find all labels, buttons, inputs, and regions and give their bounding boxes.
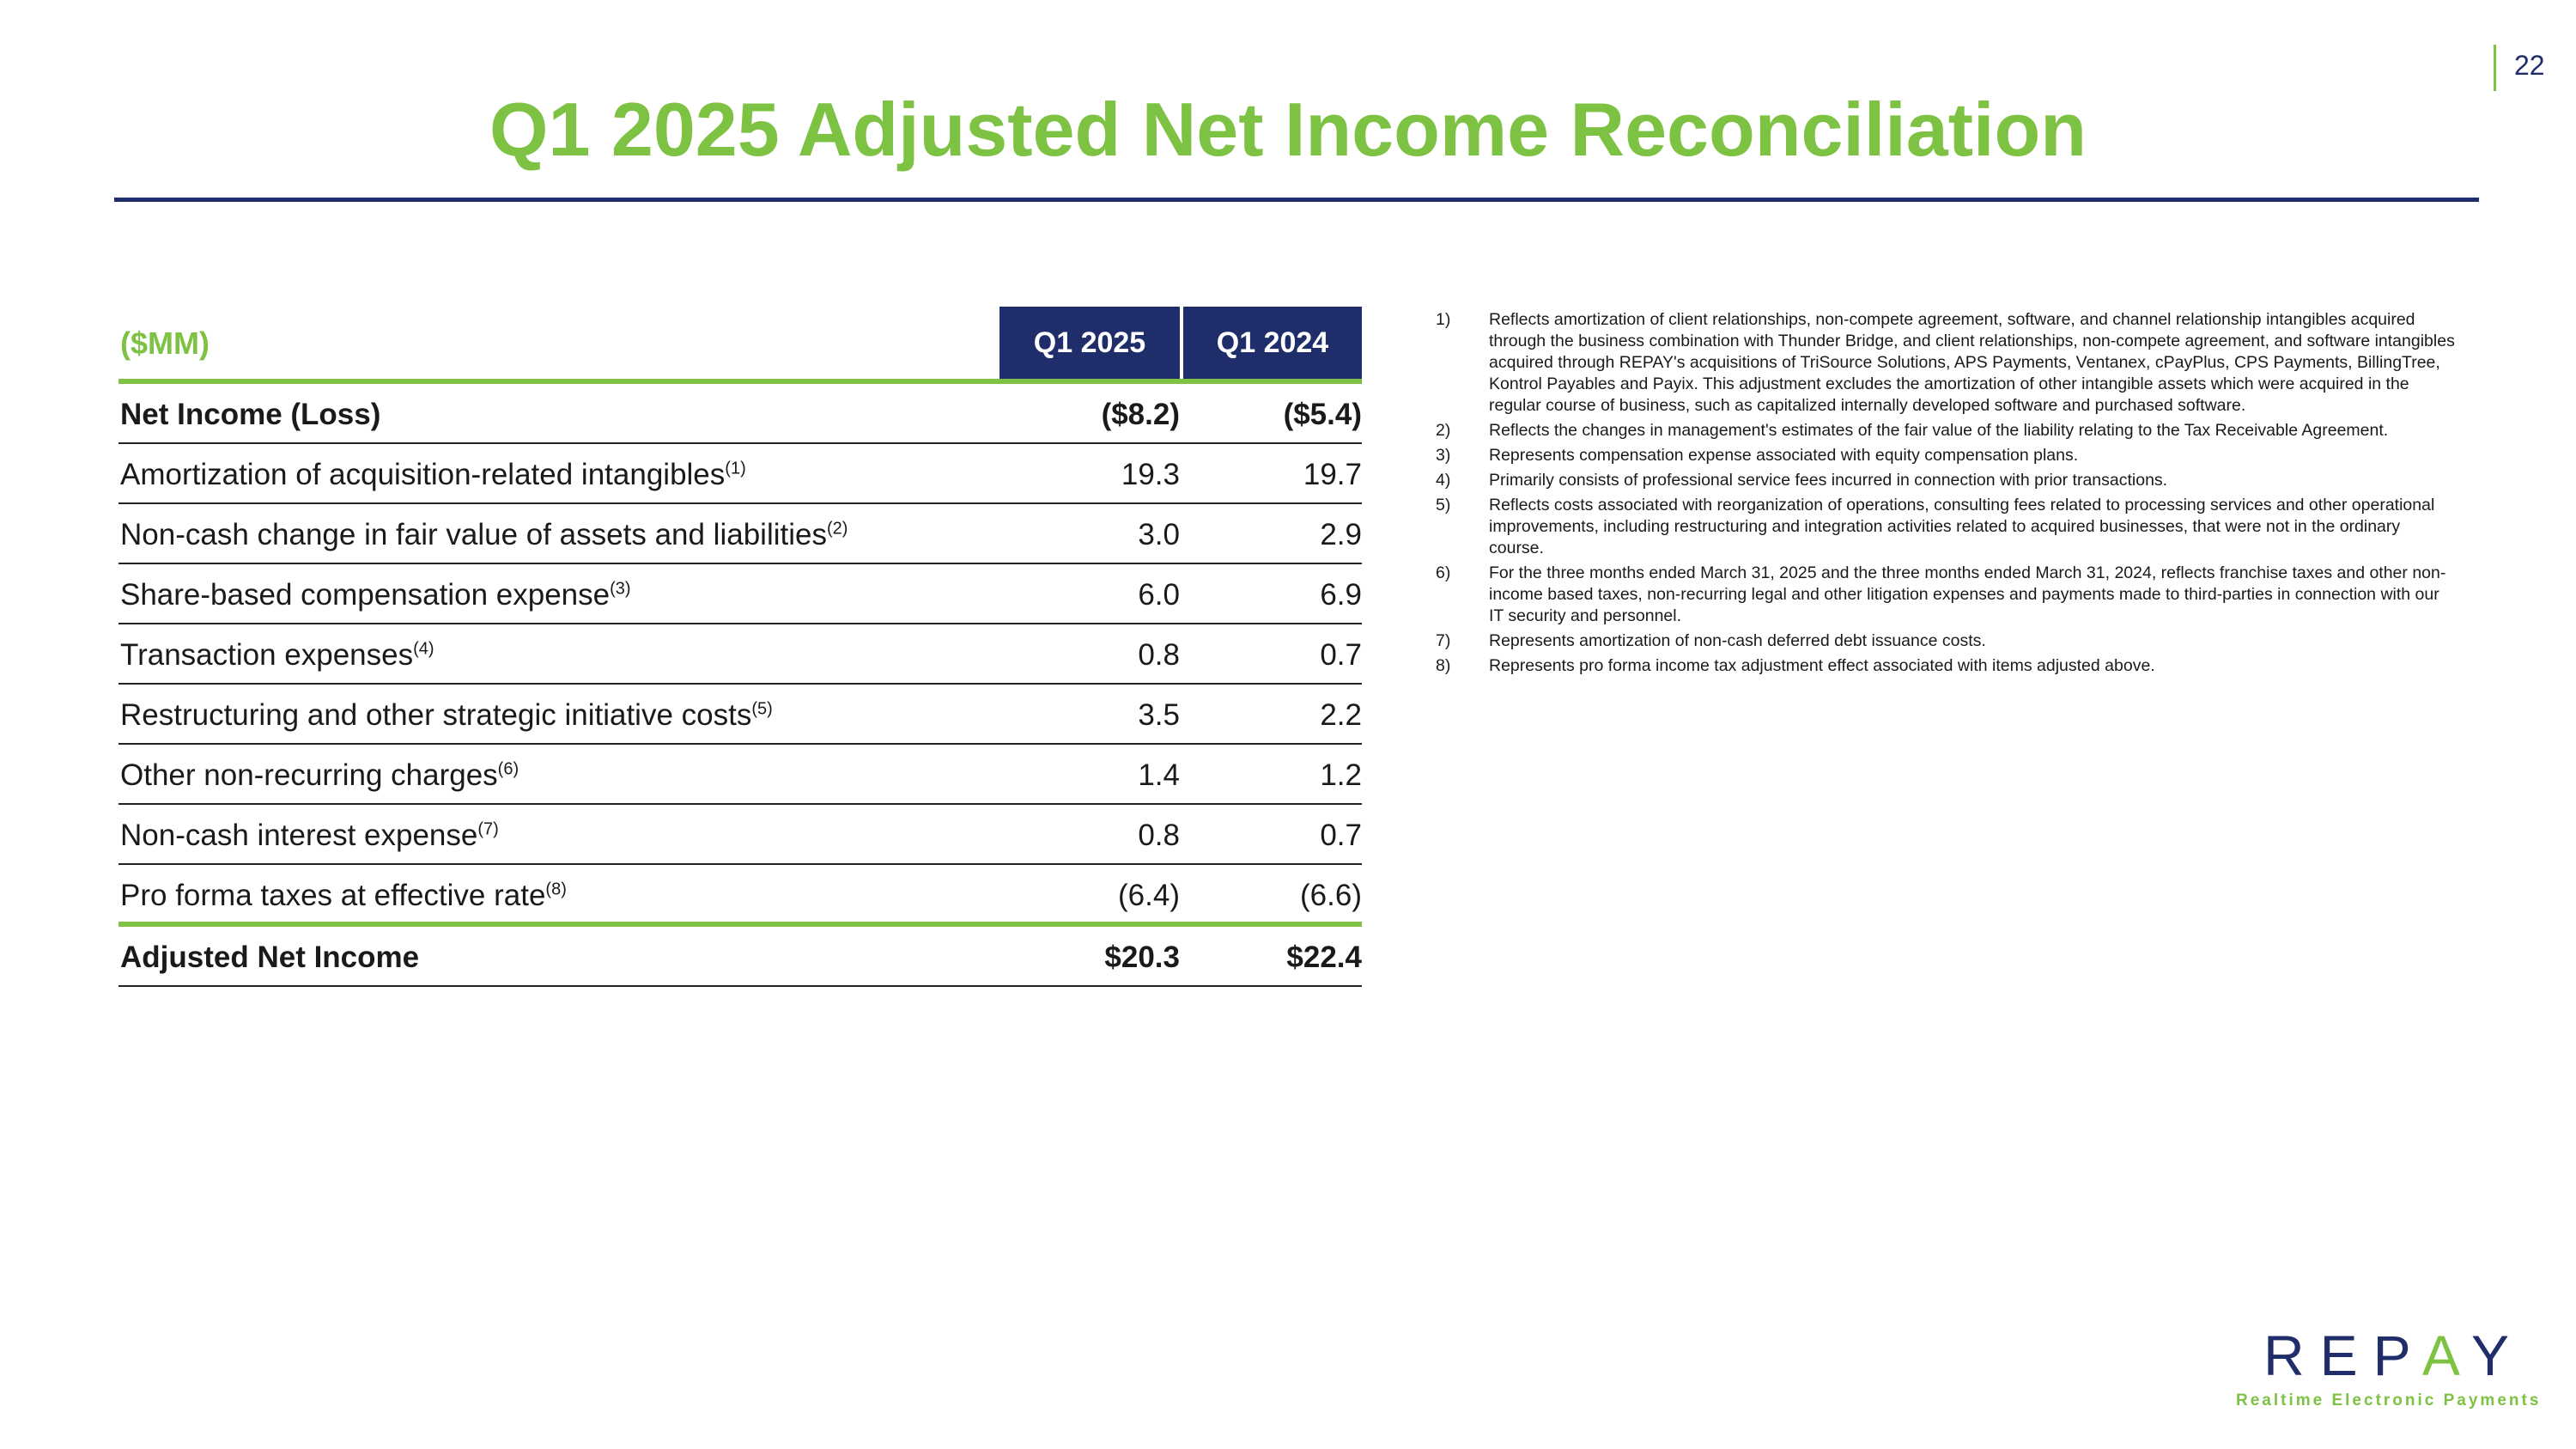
footnote-ref: (7) <box>477 819 499 839</box>
footnote: 4) Primarily consists of professional service fees incurred in connection with prior transactions. <box>1436 471 2168 490</box>
footnote: 3) Represents compensation expense associated with equity compensation plans. <box>1436 446 2079 465</box>
row-value-q1-2025: 19.3 <box>1121 458 1180 491</box>
footnote: 1) Reflects amortization of client relationships, non-compete agreement, software, and channel relationship intangibles acquired through the business combination with Thunder Bridge, and client relationships, non-compete agreement, and software intangibles acquired through REPAY's acquisitions of TriSource Solutions, APS Payments, Ventanex, cPayPlus, CPS Payments, BillingTree, Kontrol Payables and Payix. This adjustment excludes the amortization of other intangible assets which were acquired in the regular course of business, such as capitalized internally developed software and purchased software. <box>1436 310 2455 415</box>
footnote-ref: (2) <box>826 519 848 539</box>
footnote-ref: (8) <box>545 880 567 899</box>
table-row-total <box>118 927 1362 987</box>
row-value-q1-2024: 6.9 <box>1320 578 1362 612</box>
row-value-q1-2024: $22.4 <box>1286 941 1362 974</box>
footnote-ref: (4) <box>413 639 434 659</box>
footnotes <box>1436 309 2458 680</box>
footnote-ref: (3) <box>610 579 631 599</box>
page-number-divider <box>2494 45 2496 91</box>
row-label: Adjusted Net Income <box>120 941 420 974</box>
row-value-q1-2024: 2.2 <box>1320 698 1362 732</box>
row-label: Net Income (Loss) <box>120 398 381 431</box>
row-label: Share-based compensation expense$^{(3)}$ <box>120 578 631 612</box>
table-row <box>118 444 1362 504</box>
table-row <box>118 564 1362 624</box>
table-row <box>118 384 1362 444</box>
row-label: Amortization of acquisition-related intangibles$^{(1)}$ <box>120 458 746 491</box>
row-label: Transaction expenses$^{(4)}$ <box>120 638 434 672</box>
row-value-q1-2025: 3.5 <box>1138 698 1180 732</box>
row-label: Pro forma taxes at effective rate$^{(8)}$ <box>120 879 567 912</box>
logo-tagline: Realtime Electronic Payments <box>2236 1391 2542 1409</box>
page-number: 22 <box>2514 50 2545 81</box>
column-header-q1-2025: Q1 2025 <box>999 307 1180 379</box>
footnote: 5) Reflects costs associated with reorganization of operations, consulting fees related to processing services and other operational improvements, including restructuring and integration activities related to acquired businesses, that were not in the ordinary course. <box>1436 496 2435 557</box>
row-value-q1-2024: 0.7 <box>1320 638 1362 672</box>
table-row <box>118 745 1362 805</box>
footnote: 7) Represents amortization of non-cash deferred debt issuance costs. <box>1436 631 1986 650</box>
row-value-q1-2024: (6.6) <box>1300 879 1362 912</box>
row-value-q1-2025: 3.0 <box>1138 518 1180 551</box>
footnote-ref: (5) <box>751 699 773 719</box>
row-value-q1-2024: 1.2 <box>1320 758 1362 792</box>
footnote-ref: (1) <box>725 459 746 478</box>
row-value-q1-2025: (6.4) <box>1118 879 1180 912</box>
row-value-q1-2025: $20.3 <box>1104 941 1180 974</box>
row-label: Non-cash interest expense$^{(7)}$ <box>120 819 499 852</box>
row-value-q1-2024: 2.9 <box>1320 518 1362 551</box>
title-divider <box>114 198 2479 202</box>
row-value-q1-2025: 0.8 <box>1138 638 1180 672</box>
column-header-q1-2024: Q1 2024 <box>1183 307 1362 379</box>
row-value-q1-2025: 6.0 <box>1138 578 1180 612</box>
footnote: 2) Reflects the changes in management's estimates of the fair value of the liability relating to the Tax Receivable Agreement. <box>1436 421 2389 440</box>
row-value-q1-2025: 1.4 <box>1138 758 1180 792</box>
table-row <box>118 504 1362 564</box>
table-row <box>118 865 1362 927</box>
table-row <box>118 805 1362 865</box>
repay-logo: REPAY <box>2263 1324 2524 1387</box>
table-header <box>118 307 1362 384</box>
table-row <box>118 624 1362 685</box>
row-value-q1-2024: ($5.4) <box>1283 398 1362 431</box>
row-value-q1-2025: 0.8 <box>1138 819 1180 852</box>
row-label: Other non-recurring charges$^{(6)}$ <box>120 758 519 792</box>
unit-label: ($MM) <box>120 326 210 361</box>
page-title: Q1 2025 Adjusted Net Income Reconciliation <box>489 87 2087 172</box>
row-value-q1-2025: ($8.2) <box>1101 398 1180 431</box>
reconciliation-table <box>118 307 1362 987</box>
row-value-q1-2024: 0.7 <box>1320 819 1362 852</box>
footnote: 8) Represents pro forma income tax adjustment effect associated with items adjusted above. <box>1436 656 2155 675</box>
footnote-ref: (6) <box>497 759 519 779</box>
row-value-q1-2024: 19.7 <box>1303 458 1362 491</box>
footnote: 6) For the three months ended March 31, 2025 and the three months ended March 31, 2024, reflects franchise taxes and other non-income based taxes, non-recurring legal and other litigation expenses and payments made to third-parties in connection with our IT security and personnel. <box>1436 563 2446 625</box>
table-row <box>118 685 1362 745</box>
row-label: Non-cash change in fair value of assets and liabilities$^{(2)}$ <box>120 518 848 551</box>
row-label: Restructuring and other strategic initiative costs$^{(5)}$ <box>120 698 773 732</box>
